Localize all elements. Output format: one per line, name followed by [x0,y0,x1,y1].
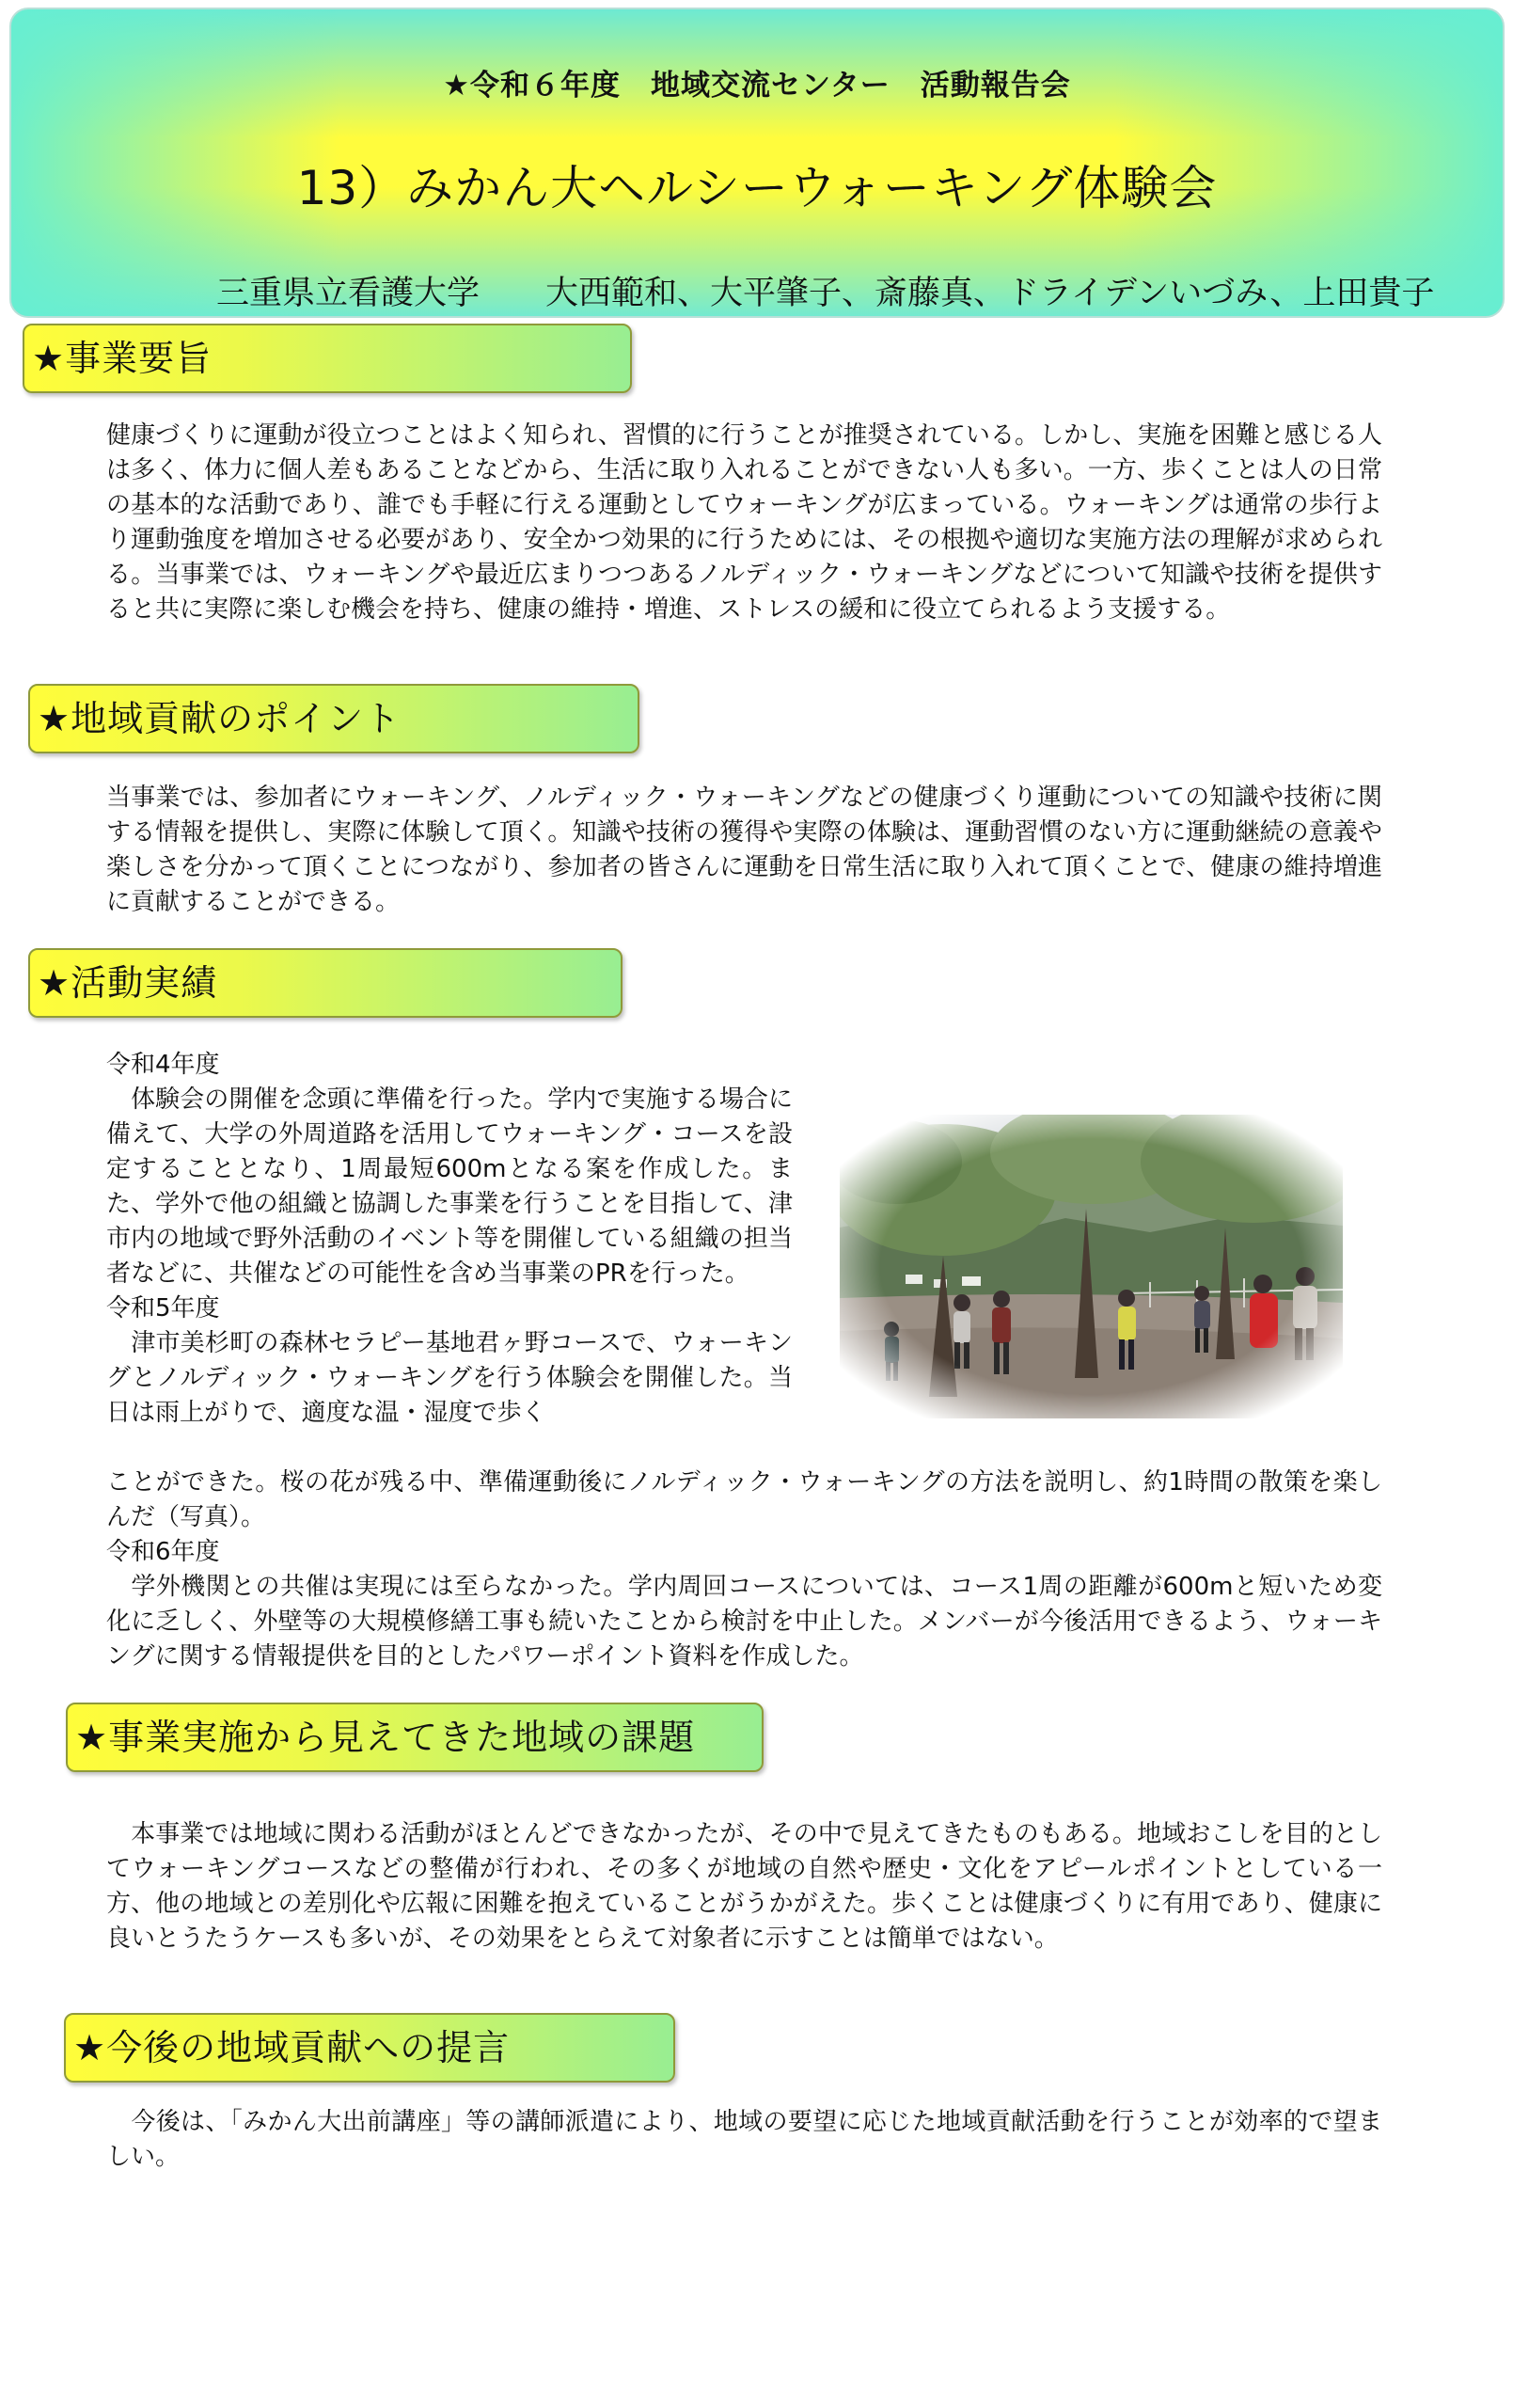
section-header-contribution: ★地域貢献のポイント [28,684,639,753]
contribution-text: 当事業では、参加者にウォーキング、ノルディック・ウォーキングなどの健康づくり運動についての知識や技術に関する情報を提供し、実際に体験して頂く。知識や技術の獲得や実際の体験は、運動習慣のない方に運動継続の意義や楽しさを分かって頂くことにつながり、参加者の皆さんに運動を日常生活に取り入れて頂くことで、健康の維持増進に貢献することができる。 [106,784,1382,916]
walking-group-photo [840,1115,1343,1418]
section-header-issues: ★事業実施から見えてきた地域の課題 [66,1703,764,1772]
activities-text-continued: ことができた。桜の花が残る中、準備運動後にノルディック・ウォーキングの方法を説明し、約1時間の散策を楽しんだ（写真）。 令和6年度 学外機関との共催は実現には至らなかった。学内周回コースについては、コース1周の距離が600mと短いため変化に乏しく、外壁等の大規模修繕工事も続いたことから検討を中止した。メンバーが今後活用できるよう、ウォーキングに関する情報提供を目的としたパワーポイント資料を作成した。 [106,1468,1382,1671]
report-title: 13）みかん大ヘルシーウォーキング体験会 [296,161,1218,215]
header-banner [9,8,1505,318]
section-header-summary: ★事業要旨 [23,324,632,393]
author-list: 三重県立看護大学 大西範和、大平肇子、斎藤真、ドライデンいづみ、上田貴子 [216,275,1435,312]
summary-text: 健康づくりに運動が役立つことはよく知られ、習慣的に行うことが推奨されている。しかし、実施を困難と感じる人は多く、体力に個人差もあることなどから、生活に取り入れることができない人も多い。一方、歩くことは人の日常の基本的な活動であり、誰でも手軽に行える運動としてウォーキングが広まっている。ウォーキングは通常の歩行より運動強度を増加させる必要があり、安全かつ効果的に行うためには、その根拠や適切な実施方法の理解が求められる。当事業では、ウォーキングや最近広まりつつあるノルディック・ウォーキングなどについて知識や技術を提供すると共に実際に楽しむ機会を持ち、健康の維持・増進、ストレスの緩和に役立てられるよう支援する。 [106,421,1382,624]
section-header-proposal: ★今後の地域貢献への提言 [64,2013,675,2083]
issues-text: 本事業では地域に関わる活動がほとんどできなかったが、その中で見えてきたものもある。地域おこしを目的としてウォーキングコースなどの整備が行われ、その多くが地域の自然や歴史・文化をアピールポイントとしている一方、他の地域との差別化や広報に困難を抱えていることがうかがえた。歩くことは健康づくりに有用であり、健康に良いとうたうケースも多いが、その効果をとらえて対象者に示すことは簡単ではない。 [106,1820,1382,1953]
activities-text-beside-photo: 令和4年度 体験会の開催を念頭に準備を行った。学内で実施する場合に備えて、大学の外周道路を活用してウォーキング・コースを設定することとなり、1周最短600mとなる案を作成した。また、学外で他の組織と協調した事業を行うことを目指して、津市内の地域で野外活動のイベント等を開催している組織の担当者などに、共催などの可能性を含め当事業のPRを行った。 令和5年度 津市美杉町の森林セラピー基地君ヶ野コースで、ウォーキングとノルディック・ウォーキングを行う体験会を開催した。当日は雨上がりで、適度な温・湿度で歩く [106,1051,793,1427]
report-subtitle: ★令和６年度 地域交流センター 活動報告会 [443,69,1071,103]
section-header-activities: ★活動実績 [28,948,623,1018]
proposal-text: 今後は、「みかん大出前講座」等の講師派遣により、地域の要望に応じた地域貢献活動を行うことが効率的で望ましい。 [106,2108,1382,2171]
